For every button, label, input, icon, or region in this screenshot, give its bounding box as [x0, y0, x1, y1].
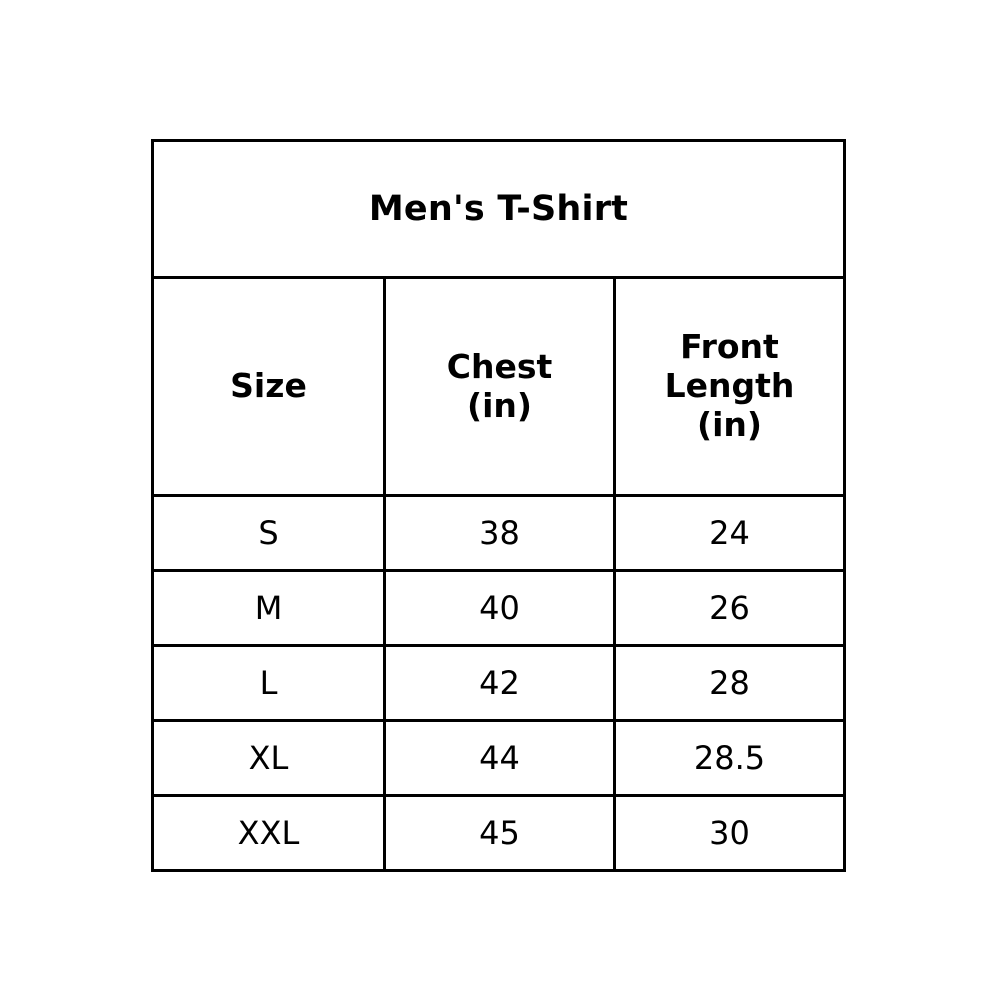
cell-size: S: [153, 496, 385, 571]
size-chart-table: [151, 139, 846, 872]
cell-front-length: 28: [615, 646, 845, 721]
table-row: [153, 721, 845, 796]
cell-size: XL: [153, 721, 385, 796]
table-title-row: [153, 141, 845, 278]
table-row: [153, 646, 845, 721]
column-header-chest-line-1: Chest: [446, 346, 553, 386]
table-row: [153, 571, 845, 646]
cell-chest: 38: [385, 496, 615, 571]
cell-chest: 42: [385, 646, 615, 721]
column-header-front-length-line-1: Front: [680, 327, 779, 367]
table-header-row: [153, 278, 845, 496]
column-header-size-line-1: Size: [230, 366, 307, 406]
table-row: [153, 496, 845, 571]
cell-size: XXL: [153, 796, 385, 871]
table-row: [153, 796, 845, 871]
column-header-front-length-line-2: Length: [664, 366, 795, 406]
column-header-chest-line-2: (in): [467, 385, 532, 425]
cell-front-length: 28.5: [615, 721, 845, 796]
cell-chest: 40: [385, 571, 615, 646]
cell-front-length: 26: [615, 571, 845, 646]
column-header-front-length: [615, 278, 845, 496]
column-header-front-length-line-3: (in): [697, 404, 762, 444]
cell-size: M: [153, 571, 385, 646]
cell-chest: 45: [385, 796, 615, 871]
cell-front-length: 24: [615, 496, 845, 571]
cell-chest: 44: [385, 721, 615, 796]
cell-size: L: [153, 646, 385, 721]
page-title: Men's T-Shirt: [153, 141, 845, 278]
column-header-size: [153, 278, 385, 496]
size-chart-container: [151, 139, 843, 872]
column-header-chest: [385, 278, 615, 496]
cell-front-length: 30: [615, 796, 845, 871]
